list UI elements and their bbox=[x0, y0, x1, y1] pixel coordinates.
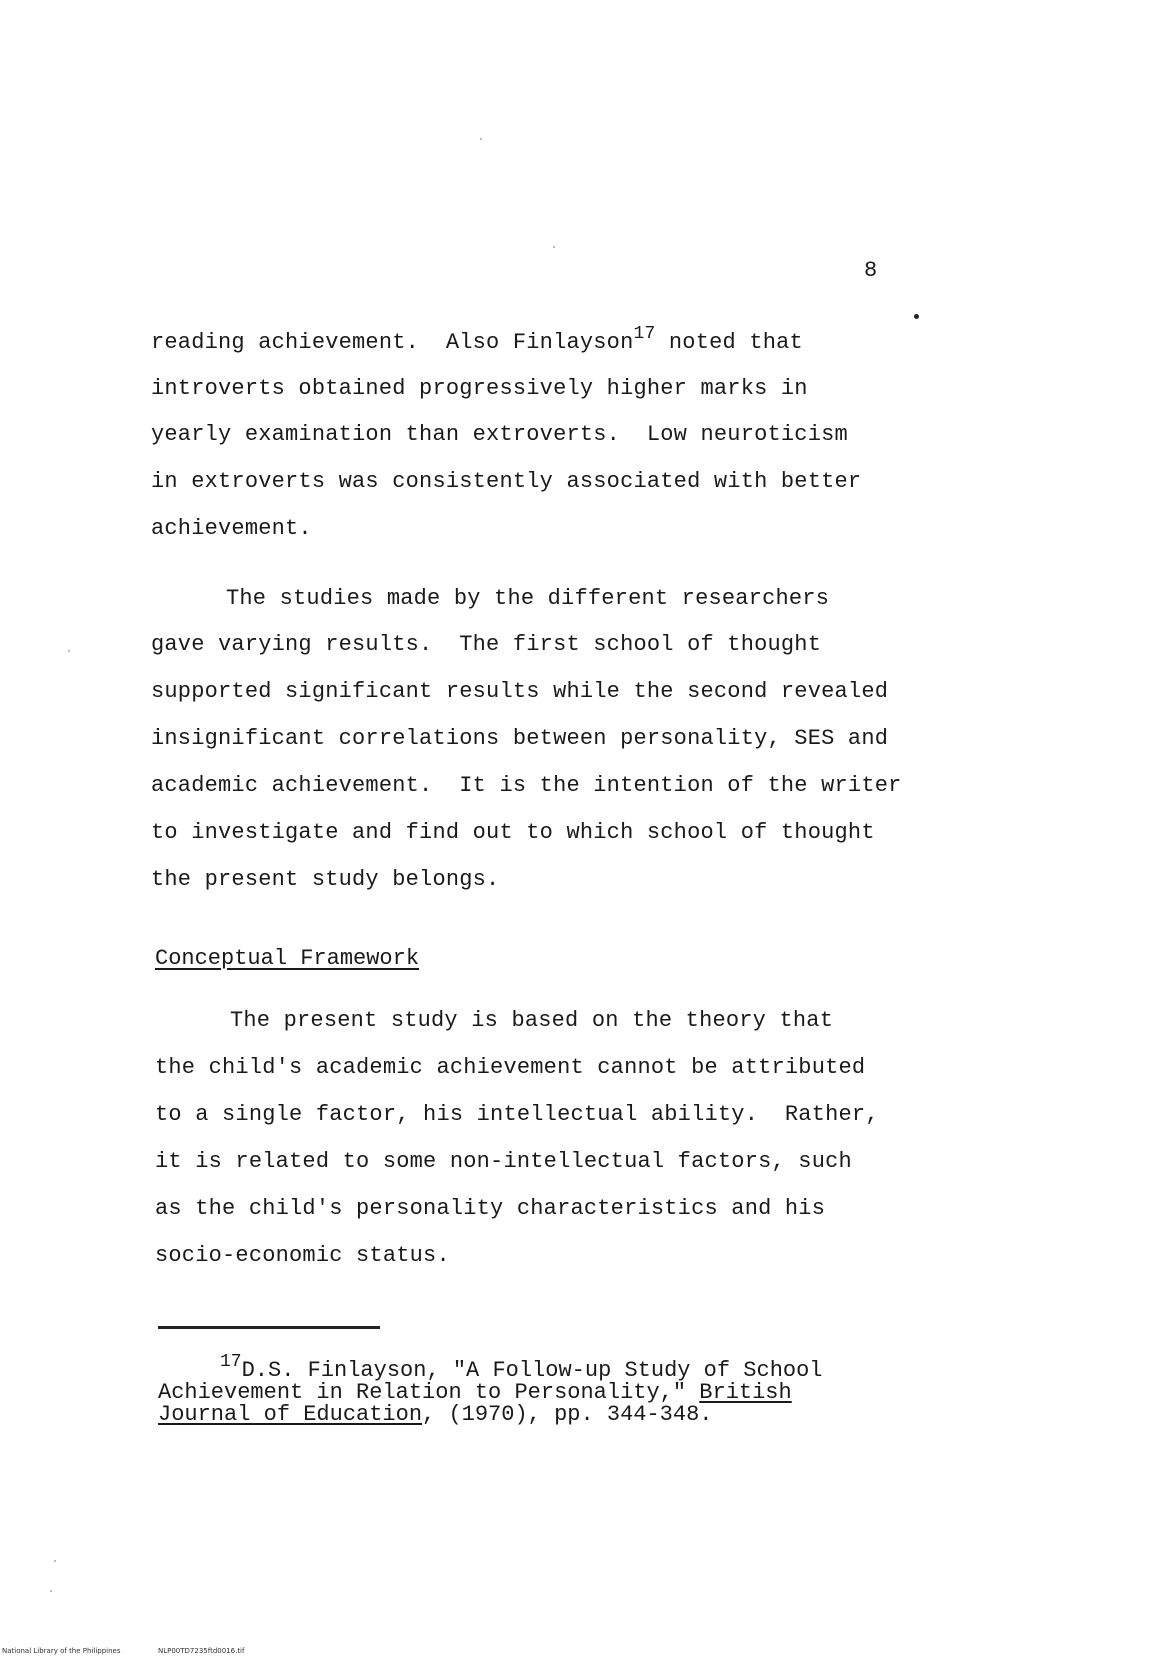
journal-title: Journal of Education bbox=[158, 1402, 423, 1427]
scan-speck bbox=[50, 1590, 52, 1592]
text-line: in extroverts was consistently associated with better bbox=[151, 469, 862, 494]
scan-speck bbox=[480, 138, 482, 140]
page-number: 8 bbox=[864, 258, 878, 283]
text-line: to investigate and find out to which school of thought bbox=[151, 820, 875, 845]
text-line: yearly examination than extroverts. Low neuroticism bbox=[151, 422, 848, 447]
text-line: gave varying results. The first school of thought bbox=[151, 632, 822, 657]
text-line: insignificant correlations between personality, SES and bbox=[151, 726, 889, 751]
text-line: to a single factor, his intellectual ability. Rather, bbox=[155, 1102, 879, 1127]
text-line: the child's academic achievement cannot be attributed bbox=[155, 1055, 866, 1080]
text-line: achievement. bbox=[151, 516, 312, 541]
footnote-ref: 17 bbox=[633, 324, 656, 344]
footnote-line: $^{17}$D.S. Finlayson, "A Follow-up Study of School bbox=[220, 1352, 823, 1383]
footnote-line: Journal of Education, (1970), pp. 344-348. bbox=[158, 1402, 713, 1427]
stray-mark bbox=[914, 314, 919, 319]
library-label: National Library of the Philippines bbox=[2, 1647, 121, 1655]
scan-speck bbox=[68, 650, 70, 652]
text-line: the present study belongs. bbox=[151, 867, 500, 892]
text-line: The studies made by the different researchers bbox=[226, 586, 830, 611]
scan-speck bbox=[553, 246, 555, 248]
file-label: NLP00TD7235ftd0016.tif bbox=[158, 1647, 245, 1655]
text-line: introverts obtained progressively higher marks in bbox=[151, 376, 808, 401]
text-line: socio-economic status. bbox=[155, 1243, 450, 1268]
text-line: as the child's personality characteristics and his bbox=[155, 1196, 826, 1221]
scan-speck bbox=[54, 1560, 56, 1562]
text-line: supported significant results while the second revealed bbox=[151, 679, 889, 704]
text-line: reading achievement. Also Finlayson$^{17}$ noted that bbox=[151, 324, 803, 355]
footnote-line: Achievement in Relation to Personality," British bbox=[158, 1380, 792, 1405]
text-line: The present study is based on the theory that bbox=[230, 1008, 834, 1033]
section-heading: Conceptual Framework bbox=[155, 946, 420, 971]
footnote-rule bbox=[158, 1326, 380, 1329]
footnote-number: 17 bbox=[220, 1352, 242, 1372]
journal-title: British bbox=[699, 1380, 792, 1405]
text-line: it is related to some non-intellectual factors, such bbox=[155, 1149, 852, 1174]
text-line: academic achievement. It is the intention of the writer bbox=[151, 773, 902, 798]
